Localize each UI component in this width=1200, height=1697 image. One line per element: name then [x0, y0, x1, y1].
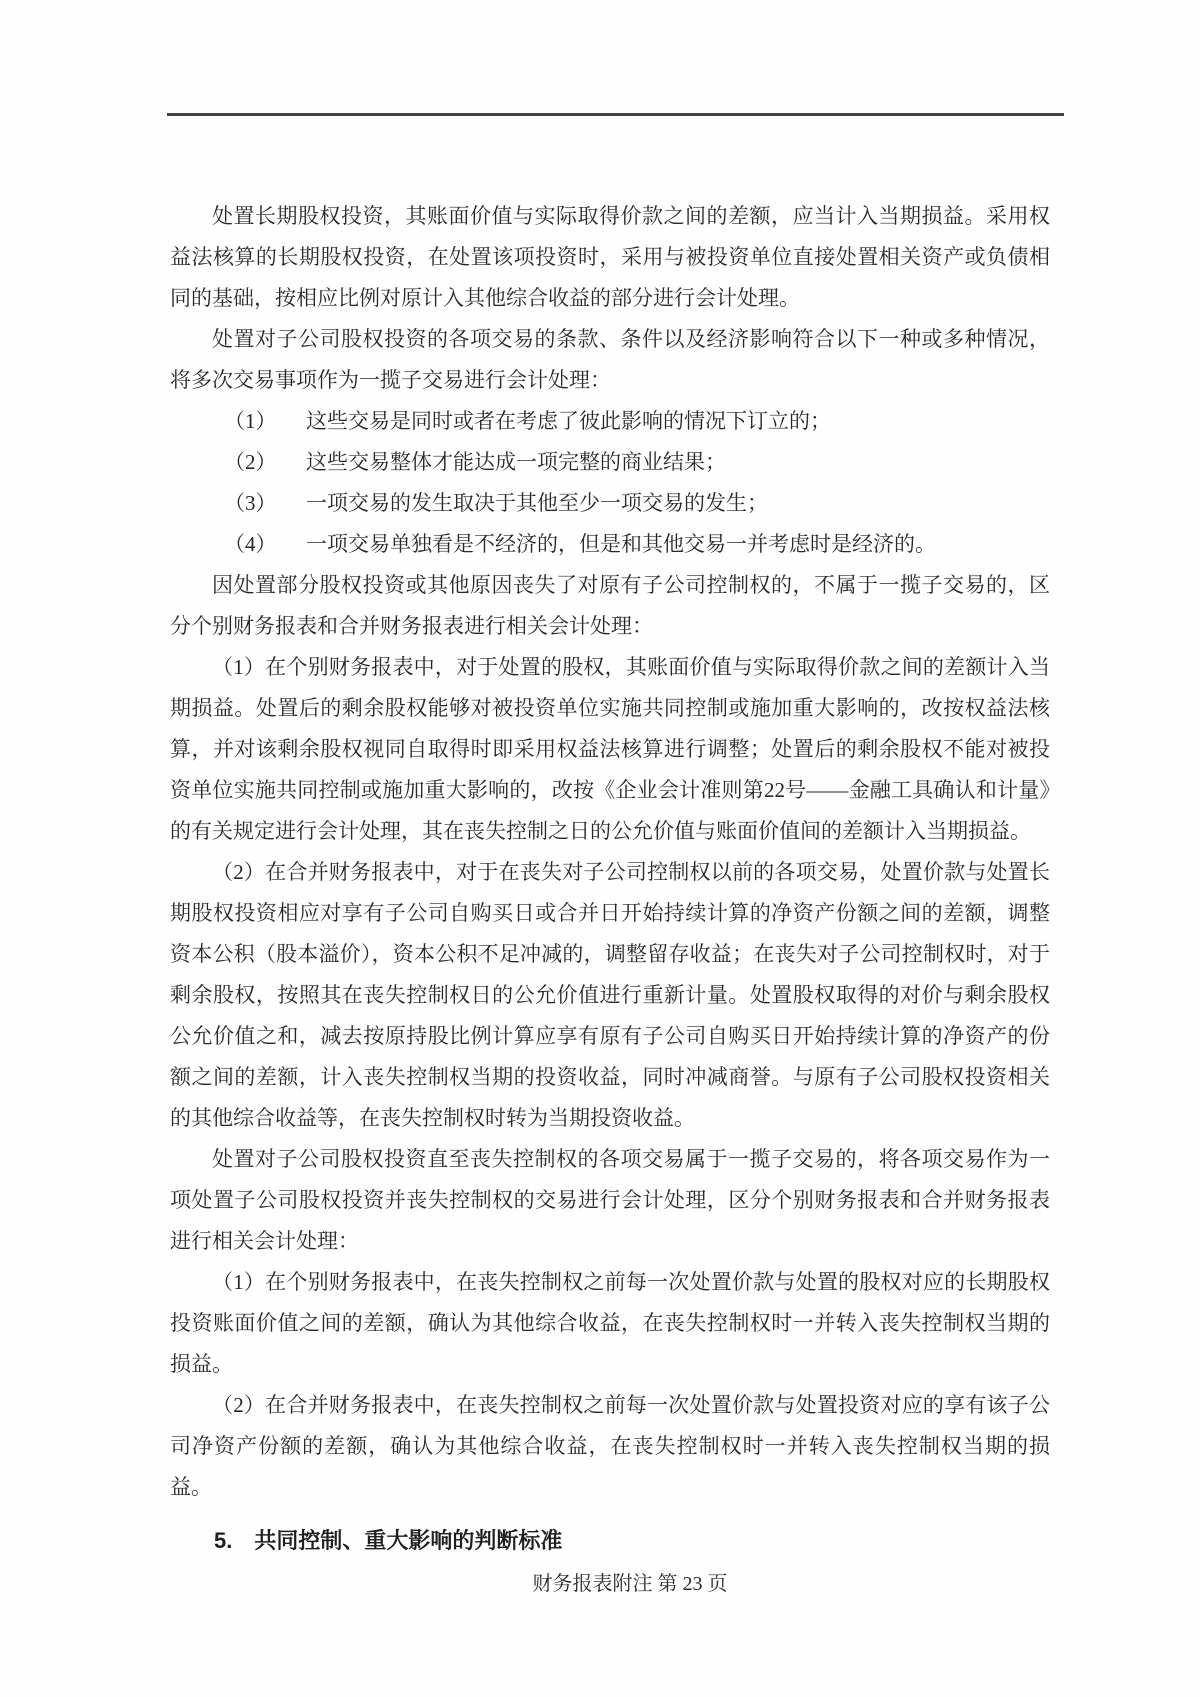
body-paragraph: 处置长期股权投资，其账面价值与实际取得价款之间的差额，应当计入当期损益。采用权益法核算的长期股权投资，在处置该项投资时，采用与被投资单位直接处置相关资产或负债相同的基础，按相应比例对原计入其他综合收益的部分进行会计处理。 [170, 204, 1050, 310]
section-heading [170, 1520, 1050, 1561]
list-item-number: （2） [224, 450, 277, 474]
page-footer [170, 1571, 1050, 1597]
list-item-number: （1） [224, 409, 277, 433]
list-item-text: 一项交易的发生取决于其他至少一项交易的发生； [306, 491, 768, 515]
body-paragraph: （2）在合并财务报表中，对于在丧失对子公司控制权以前的各项交易，处置价款与处置长期股权投资相应对享有子公司自购买日或合并日开始持续计算的净资产份额之间的差额，调整资本公积（股本溢价），资本公积不足冲减的，调整留存收益；在丧失对子公司控制权时，对于剩余股权，按照其在丧失控制权日的公允价值进行重新计量。处置股权取得的对价与剩余股权公允价值之和，减去按原持股比例计算应享有原有子公司自购买日开始持续计算的净资产的份额之间的差额，计入丧失控制权当期的投资收益，同时冲减商誉。与原有子公司股权投资相关的其他综合收益等，在丧失控制权时转为当期投资收益。 [170, 860, 1050, 1130]
section-heading-title: 共同控制、重大影响的判断标准 [254, 1528, 563, 1553]
document-body [170, 196, 1050, 1561]
body-paragraph: （2）在合并财务报表中，在丧失控制权之前每一次处置价款与处置投资对应的享有该子公司净资产份额的差额，确认为其他综合收益，在丧失控制权时一并转入丧失控制权当期的损益。 [170, 1393, 1050, 1499]
list-item-text: 这些交易整体才能达成一项完整的商业结果； [306, 450, 726, 474]
section-heading-number: 5. [214, 1528, 233, 1553]
list-item [170, 442, 1050, 483]
list-item [170, 483, 1050, 524]
body-paragraph: （1）在个别财务报表中，在丧失控制权之前每一次处置价款与处置的股权对应的长期股权投资账面价值之间的差额，确认为其他综合收益，在丧失控制权时一并转入丧失控制权当期的损益。 [170, 1270, 1050, 1376]
list-item-number: （3） [224, 491, 277, 515]
list-item-text: 一项交易单独看是不经济的，但是和其他交易一并考虑时是经济的。 [306, 532, 936, 556]
list-item-text: 这些交易是同时或者在考虑了彼此影响的情况下订立的； [306, 409, 831, 433]
list-item-number: （4） [224, 532, 277, 556]
page-footer-text: 财务报表附注 第 23 页 [532, 1573, 728, 1595]
header-rule [167, 113, 1064, 116]
body-paragraph: 处置对子公司股权投资直至丧失控制权的各项交易属于一揽子交易的，将各项交易作为一项处置子公司股权投资并丧失控制权的交易进行会计处理，区分个别财务报表和合并财务报表进行相关会计处理： [170, 1147, 1050, 1253]
list-item [170, 401, 1050, 442]
body-paragraph: 因处置部分股权投资或其他原因丧失了对原有子公司控制权的，不属于一揽子交易的，区分个别财务报表和合并财务报表进行相关会计处理： [170, 573, 1050, 638]
body-paragraph: （1）在个别财务报表中，对于处置的股权，其账面价值与实际取得价款之间的差额计入当期损益。处置后的剩余股权能够对被投资单位实施共同控制或施加重大影响的，改按权益法核算，并对该剩余股权视同自取得时即采用权益法核算进行调整；处置后的剩余股权不能对被投资单位实施共同控制或施加重大影响的，改按《企业会计准则第22号——金融工具确认和计量》的有关规定进行会计处理，其在丧失控制之日的公允价值与账面价值间的差额计入当期损益。 [170, 655, 1050, 843]
list-item [170, 524, 1050, 565]
body-paragraph: 处置对子公司股权投资的各项交易的条款、条件以及经济影响符合以下一种或多种情况，将多次交易事项作为一揽子交易进行会计处理： [170, 327, 1050, 392]
